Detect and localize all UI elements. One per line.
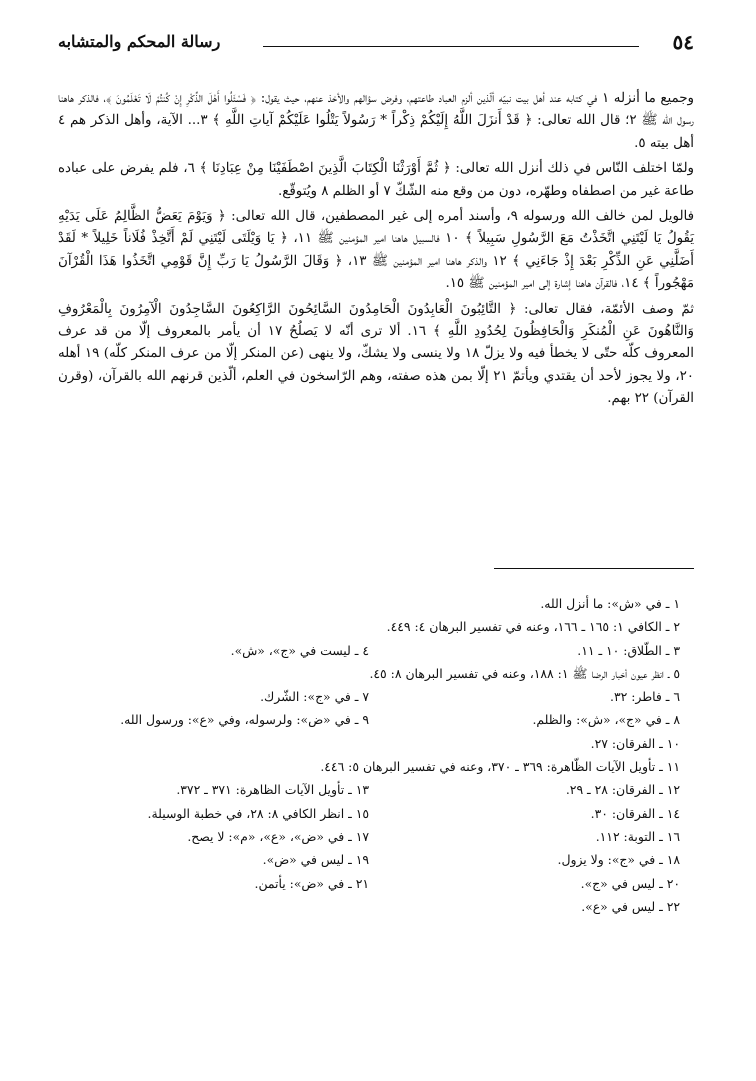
footnote: ٢ ـ الكافي ١: ١٦٥ ـ ١٦٦، وعنه في تفسير البرهان ٤: ٤٤٩. [386, 619, 680, 635]
footnote: ١٥ ـ انظر الكافي ٨: ٢٨، في خطبة الوسيلة. [147, 805, 369, 821]
footnote: ٩ ـ في «ض»: ولرسوله، وفي «ع»: ورسول الله. [120, 712, 369, 728]
footnote: ٧ ـ في «ج»: الشّرك. [260, 689, 369, 705]
footnote: ٢٠ ـ ليس في «ج». [580, 875, 680, 891]
footnote: ٦ ـ فاطر: ٣٢. [610, 689, 680, 705]
footnote: ٢١ ـ في «ض»: يأتمن. [254, 875, 369, 891]
page-header [58, 30, 694, 56]
footnote-row [58, 639, 680, 662]
footnote: ٨ ـ في «ج»، «ش»: والظلم. [532, 712, 680, 728]
footnote: ١٩ ـ ليس في «ض». [262, 852, 369, 868]
footnote: ١٢ ـ الفرقان: ٢٨ ـ ٢٩. [565, 782, 680, 798]
footnote: ١٧ ـ في «ض»، «ع»، «م»: لا يصح. [187, 828, 369, 844]
paragraph: وجميع ما أنزله ١ في كتابه عند أهل بيت نبيّه ألّذين ألزم العباد طاعتهم، وفرض سؤالهم والأخذ عنهم، حيث يقول: ﴿ فَسْئَلُوا أَهْلَ الذِّكْرِ إِنْ كُنتُمْ لَا تَعْلَمُونَ ﴾، فالذكر هاهنا رسول الله ﷺ ٢؛ قال الله تعالى: ﴿ قَدْ أَنزَلَ اللَّهُ إِلَيْكُمْ ذِكْراً * رَسُولاً يَتْلُوا عَلَيْكُمْ آياتِ اللَّهِ ﴾ ٣... الآية، وأهل الذكر هم ٤ أهل بيته ٥. [58, 91, 695, 151]
footnote: ٤ ـ ليست في «ج»، «ش». [230, 642, 369, 658]
main-text [58, 88, 694, 414]
footnote: ٥ ـ انظر عيون أخبار الرضا ﷺ ١: ١٨٨، وعنه في تفسير البرهان ٨: ٤٥. [369, 665, 680, 681]
footnote: ١٨ ـ في «ج»: ولا يزول. [557, 852, 680, 868]
footnote: ٣ ـ الطّلاق: ١٠ ـ ١١. [577, 642, 680, 658]
footnote: ١ ـ في «ش»: ما أنزل الله. [540, 596, 680, 611]
footnote-row [58, 848, 680, 871]
footnote: ٢٢ ـ ليس في «ع». [581, 898, 680, 914]
footnote-row [58, 778, 680, 801]
footnote: ١٣ ـ تأويل الآيات الظاهرة: ٣٧١ ـ ٣٧٢. [176, 782, 369, 798]
footnote-row [58, 872, 680, 895]
footnote: ١١ ـ تأويل الآيات الظّاهرة: ٣٦٩ ـ ٣٧٠، وعنه في تفسير البرهان ٥: ٤٤٦. [320, 759, 680, 775]
running-title: رسالة المحكم والمتشابه [58, 32, 221, 51]
paragraph: ثمّ وصف الأئمّة، فقال تعالى: ﴿ التَّائِبُونَ الْعَابِدُونَ الْحَامِدُونَ السَّائِحُونَ الرَّاكِعُونَ السَّاجِدُونَ الْآمِرُونَ بِالْمَعْرُوفِ وَالنَّاهُونَ عَنِ الْمُنكَرِ وَالْحَافِظُونَ لِحُدُودِ اللَّهِ ﴾ ١٦. ألا ترى أنّه لا يَصلُحُ ١٧ أن يأمر بالمعروف إلّا من قد عرف المعروف كلّه حتّى لا يخطأ فيه ولا يزلّ ١٨ ولا ينسى ولا يشكّ، ولا ينهى (عن المنكر إلّا من عرف المنكر كلّه) ١٩ أهله ٢٠، ولا يجوز لأحد أن يقتدي ويأتمّ ٢١ إلّا بمن هذه صفته، وهم الرّاسخون في العلم، ألّذين قرنهم الله بالقرآن، (وقرن القرآن) ٢٢ بهم. [58, 301, 694, 407]
footnotes [58, 592, 680, 918]
footnote: ١٦ ـ التوبة: ١١٢. [595, 828, 680, 844]
footnote: ١٠ ـ الفرقان: ٢٧. [590, 735, 680, 751]
footnote-row [58, 685, 680, 708]
footnote-separator [494, 568, 694, 569]
footnote-row [58, 825, 680, 848]
page-number: ٥٤ [672, 30, 694, 54]
footnote-row [58, 708, 680, 731]
paragraph: ولمّا اختلف النّاس في ذلك أنزل الله تعالى: ﴿ ثُمَّ أَوْرَثْنَا الْكِتَابَ الَّذِينَ اصْطَفَيْنَا مِنْ عِبَادِنَا ﴾ ٦، فلم يفرض على عباده طاعة غير من اصطفاه وطهّره، دون من وقع منه الشّكّ ٧ أو الظلم ٨ ويُتوقّع. [58, 161, 694, 199]
footnote: ١٤ ـ الفرقان: ٣٠. [590, 805, 680, 821]
header-rule [263, 46, 639, 47]
paragraph: فالويل لمن خالف الله ورسوله ٩، وأسند أمره إلى غير المصطفين، قال الله تعالى: ﴿ وَيَوْمَ يَعَضُّ الظَّالِمُ عَلَى يَدَيْهِ يَقُولُ يَا لَيْتَنِي اتَّخَذْتُ مَعَ الرَّسُولِ سَبِيلاً ﴾ ١٠ فالسبيل هاهنا امير المؤمنين ﷺ ١١، ﴿ يَا وَيْلَتَى لَيْتَنِي لَمْ أَتَّخِذْ فُلَاناً خَلِيلاً * لَقَدْ أَضَلَّنِي عَنِ الذِّكْرِ بَعْدَ إِذْ جَاءَنِي ﴾ ١٢ والذكر هاهنا امير المؤمنين ﷺ ١٣، ﴿ وَقَالَ الرَّسُولُ يَا رَبِّ إِنَّ قَوْمِي اتَّخَذُوا هَذَا الْقُرْآنَ مَهْجُوراً ﴾ ١٤، فالقرآن هاهنا إشارة إلى امير المؤمنين ﷺ ١٥. [58, 209, 694, 292]
footnote-row [58, 802, 680, 825]
